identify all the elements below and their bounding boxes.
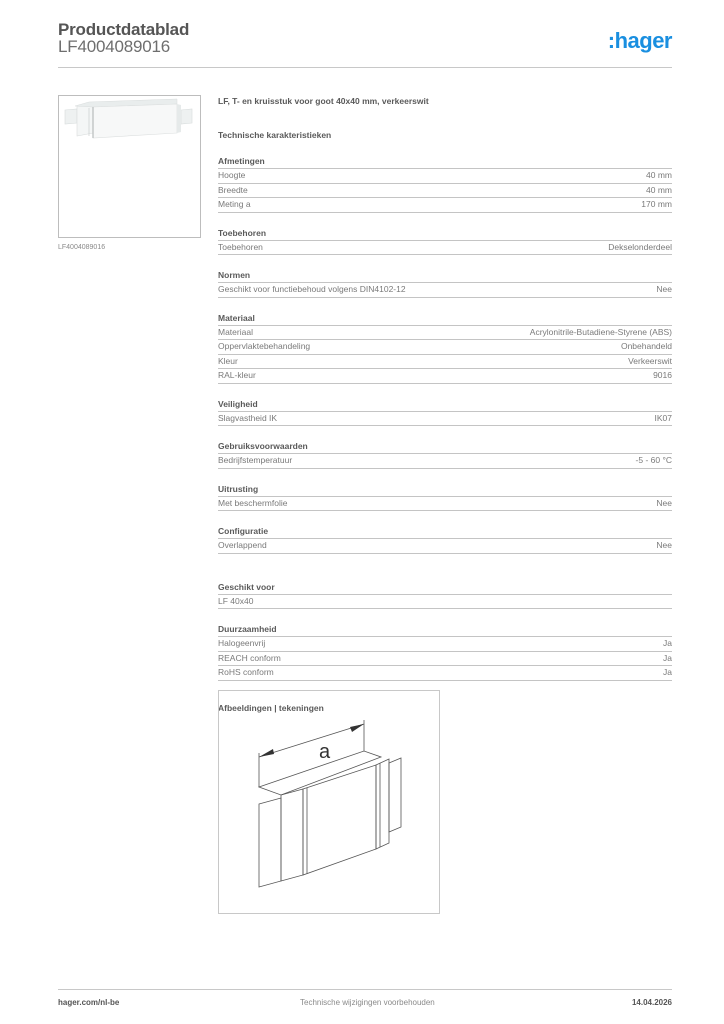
spec-row xyxy=(218,454,672,469)
spec-row xyxy=(218,169,672,184)
drawings-heading: Afbeeldingen | tekeningen xyxy=(218,702,324,713)
spec-label: LF 40x40 xyxy=(218,595,254,606)
spec-value: Ja xyxy=(663,652,672,663)
footer-website: hager.com/nl-be xyxy=(58,998,120,1007)
spec-label: Kleur xyxy=(218,355,238,366)
product-image-caption: LF4004089016 xyxy=(58,244,106,251)
dimension-drawing-icon xyxy=(219,691,439,913)
spec-label: Met beschermfolie xyxy=(218,497,288,508)
section-equipment xyxy=(218,484,672,512)
spec-value: 40 mm xyxy=(646,170,672,180)
spec-label: Meting a xyxy=(218,199,251,209)
spec-label: Toebehoren xyxy=(218,241,263,252)
article-number: LF4004089016 xyxy=(58,37,170,56)
spec-row xyxy=(218,369,672,384)
spec-row xyxy=(218,326,672,341)
spec-value: Ja xyxy=(663,638,672,648)
section-suitable-for xyxy=(218,582,672,610)
product-photo-icon xyxy=(59,96,200,237)
technical-characteristics-heading: Technische karakteristieken xyxy=(218,130,332,140)
section-title: Configuratie xyxy=(218,526,672,539)
product-description: LF, T- en kruisstuk voor goot 40x40 mm, verkeerswit xyxy=(218,96,429,106)
footer-disclaimer: Technische wijzigingen voorbehouden xyxy=(300,998,435,1007)
spec-row xyxy=(218,497,672,512)
spec-row xyxy=(218,198,672,213)
section-material xyxy=(218,313,672,384)
spec-row xyxy=(218,666,672,681)
section-accessories xyxy=(218,228,672,256)
hager-logo: :hager xyxy=(607,28,672,53)
svg-text:a: a xyxy=(319,741,331,763)
section-configuration xyxy=(218,526,672,554)
spec-label: Halogeenvrij xyxy=(218,638,266,648)
footer-divider xyxy=(58,989,672,990)
section-dimensions xyxy=(218,156,672,213)
spec-value: Nee xyxy=(656,284,672,294)
spec-label: Oppervlaktebehandeling xyxy=(218,341,311,351)
header-divider xyxy=(58,67,672,68)
section-safety xyxy=(218,399,672,427)
spec-row xyxy=(218,184,672,199)
spec-row xyxy=(218,283,672,298)
section-title: Afmetingen xyxy=(218,156,672,169)
dimension-drawing xyxy=(218,690,440,914)
section-title: Uitrusting xyxy=(218,484,672,497)
spec-label: Geschikt voor functiebehoud volgens DIN4102-12 xyxy=(218,284,406,294)
section-title: Duurzaamheid xyxy=(218,624,672,637)
section-standards xyxy=(218,270,672,298)
product-image xyxy=(58,95,201,238)
spec-label: RAL-kleur xyxy=(218,370,256,380)
spec-value: -5 - 60 °C xyxy=(635,455,672,465)
spec-row xyxy=(218,637,672,652)
spec-row xyxy=(218,412,672,427)
spec-value: Onbehandeld xyxy=(620,341,672,351)
section-title: Gebruiksvoorwaarden xyxy=(218,441,672,454)
spec-label: Breedte xyxy=(218,184,248,195)
spec-value: 9016 xyxy=(653,370,672,380)
spec-value: 40 mm xyxy=(646,184,672,195)
spec-label: Slagvastheid IK xyxy=(218,412,278,423)
section-title: Geschikt voor xyxy=(218,582,672,595)
section-title: Veiligheid xyxy=(218,399,672,412)
spec-label: REACH conform xyxy=(218,652,281,663)
footer-date: 14.04.2026 xyxy=(631,998,672,1007)
spec-label: Hoogte xyxy=(218,170,246,180)
section-sustainability xyxy=(218,624,672,681)
section-title: Normen xyxy=(218,270,672,283)
spec-label: Overlappend xyxy=(218,540,267,550)
product-specifications xyxy=(218,96,672,715)
spec-value: Nee xyxy=(656,540,672,550)
section-usage-conditions xyxy=(218,441,672,469)
document-title: Productdatablad xyxy=(58,20,190,39)
spec-row xyxy=(218,355,672,370)
spec-label: Bedrijfstemperatuur xyxy=(218,455,293,465)
spec-label: Materiaal xyxy=(218,326,253,337)
spec-value: 170 mm xyxy=(641,199,672,209)
spec-row xyxy=(218,595,672,610)
spec-value: Acrylonitrile-Butadiene-Styrene (ABS) xyxy=(529,326,672,337)
section-title: Materiaal xyxy=(218,313,672,326)
spec-row xyxy=(218,340,672,355)
spec-value: Nee xyxy=(656,497,672,508)
spec-value: Ja xyxy=(663,667,672,677)
spec-row xyxy=(218,652,672,667)
spec-value: IK07 xyxy=(654,412,672,423)
spec-row xyxy=(218,539,672,554)
section-title: Toebehoren xyxy=(218,228,672,241)
spec-value: Verkeerswit xyxy=(628,355,672,366)
spec-label: RoHS conform xyxy=(218,667,274,677)
spec-row xyxy=(218,241,672,256)
spec-value: Dekselonderdeel xyxy=(608,241,672,252)
